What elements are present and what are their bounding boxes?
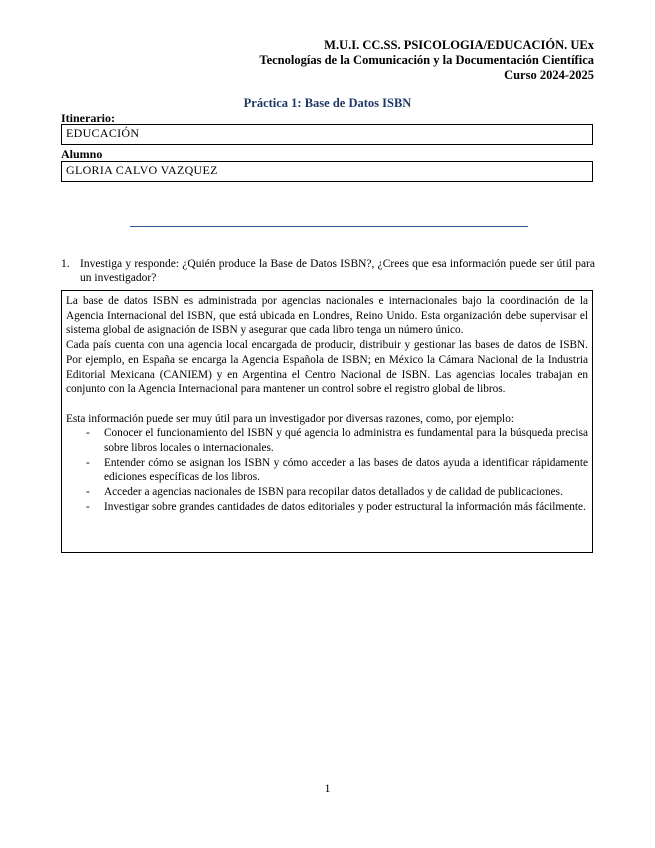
alumno-label: Alumno [61, 147, 103, 161]
bullet-marker: - [86, 486, 90, 499]
list-item [66, 426, 588, 455]
list-item-text: Entender cómo se asignan los ISBN y cómo acceder a las bases de datos ayuda a identificar rápidamente ediciones específicas de los libros. [104, 456, 588, 484]
bullet-marker: - [86, 427, 90, 440]
list-item [66, 500, 588, 515]
bullet-marker: - [86, 500, 90, 513]
header-program: M.U.I. CC.SS. PSICOLOGIA/EDUCACIÓN. UEx [324, 38, 594, 52]
header-course-year: Curso 2024-2025 [504, 68, 594, 82]
list-item [66, 456, 588, 485]
answer-paragraph: La base de datos ISBN es administrada por agencias nacionales e internacionales bajo la coordinación de la Agencia Internacional del ISBN, que está ubicada en Londres, Reino Unido. Esta organización debe supervisar el sistema global de asignación de ISBN y asegurar que cada libro tenga un número único. [66, 295, 588, 337]
list-item-text: Investigar sobre grandes cantidades de datos editoriales y poder estructural la información más fácilmente. [104, 500, 586, 513]
question-number: 1. [61, 258, 70, 270]
itinerario-label: Itinerario: [61, 111, 115, 125]
bullet-marker: - [86, 456, 90, 469]
itinerario-field: EDUCACIÓN [61, 124, 593, 145]
list-item-text: Acceder a agencias nacionales de ISBN para recopilar datos detallados y de calidad de publicaciones. [104, 486, 563, 499]
course-header [259, 38, 594, 83]
answer-box [61, 290, 593, 553]
list-item-text: Conocer el funcionamiento del ISBN y qué agencia lo administra es fundamental para la búsqueda precisa sobre libros locales o internacionales. [104, 427, 588, 455]
alumno-field: GLORIA CALVO VAZQUEZ [61, 161, 593, 182]
practice-title: Práctica 1: Base de Datos ISBN [243, 96, 412, 110]
answer-intro: Esta información puede ser muy útil para un investigador por diversas razones, como, por ejemplo: [66, 412, 514, 425]
section-divider [130, 226, 528, 227]
question-text: Investiga y responde: ¿Quién produce la Base de Datos ISBN?, ¿Crees que esa información puede ser útil para un investigador? [80, 258, 595, 284]
question-1 [61, 257, 595, 285]
page-number: 1 [324, 781, 331, 795]
answer-paragraph: Cada país cuenta con una agencia local encargada de producir, distribuir y gestionar las bases de datos de ISBN. Por ejemplo, en España se encarga la Agencia Española de ISBN; en México la Cámara Nacional de la Industria Editorial Mexicana (CANIEM) y en Argentina el Centro Nacional de ISBN. Las agencias locales trabajan en conjunto con la Agencia Internacional para mantener un control sobre el registro global de libros. [66, 339, 588, 396]
list-item [66, 485, 588, 500]
answer-list [66, 426, 588, 514]
header-subject: Tecnologías de la Comunicación y la Documentación Científica [259, 53, 594, 67]
